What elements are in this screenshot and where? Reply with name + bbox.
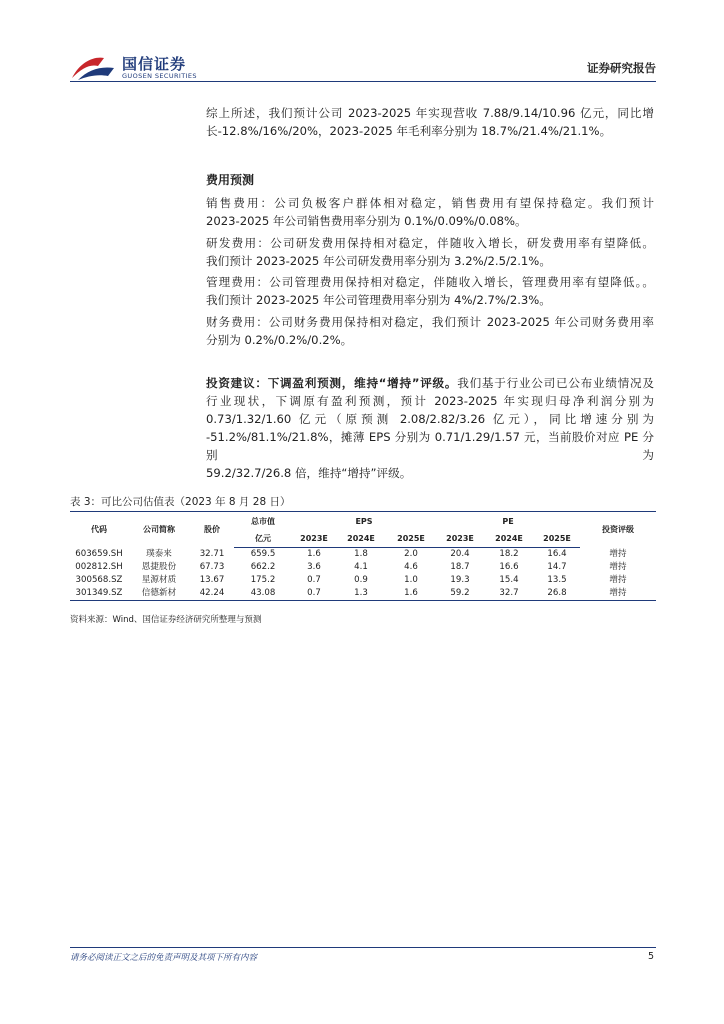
investment-line: 0.73/1.32/1.60 亿元（原预测 2.08/2.82/3.26 亿元），同比增速分别为: [206, 412, 654, 426]
cell-price: 42.24: [190, 587, 234, 601]
col-header-eps: EPS: [292, 512, 436, 531]
cell-rating: 增持: [609, 575, 627, 585]
investment-line: [206, 374, 654, 392]
cell-code: 603659.SH: [75, 548, 123, 559]
cell-eps: 3.6: [307, 562, 321, 572]
cell-eps: 0.7: [307, 575, 321, 585]
guosen-logo-icon: [70, 52, 116, 82]
cell-pe: 59.2: [436, 587, 484, 601]
admin-expense-line: 我们预计 2023-2025 年公司管理费用率分别为 4%/2.7%/2.3%。: [206, 293, 551, 307]
cell-price: 13.67: [199, 575, 225, 585]
table-row: [70, 548, 656, 562]
investment-line: 59.2/32.7/26.8 倍，维持“增持”评级。: [206, 466, 412, 480]
col-header-rating: 投资评级: [580, 512, 656, 548]
investment-advice-paragraph: [206, 374, 654, 482]
cell-price: 67.73: [199, 562, 225, 572]
cell-pe: 16.6: [499, 562, 519, 572]
cell-name: 信德新材: [128, 587, 190, 601]
cell-eps: 1.6: [307, 549, 321, 559]
sales-expense-line: 销售费用：公司负极客户群体相对稳定，销售费用有望保持稳定。我们预计: [206, 196, 654, 210]
report-type-label: 证券研究报告: [587, 61, 656, 75]
summary-line: 长-12.8%/16%/20%，2023-2025 年毛利率分别为 18.7%/21.4%/21.1%。: [206, 124, 612, 138]
footer-divider: [70, 947, 656, 948]
cell-eps: 4.1: [354, 562, 368, 572]
table-row: [70, 561, 656, 574]
expense-forecast-heading: 费用预测: [206, 173, 255, 187]
cell-mcap: 175.2: [250, 575, 276, 585]
brand-name-cn: 国信证券: [122, 55, 187, 73]
cell-pe: 20.4: [450, 549, 470, 559]
investment-line: 行业现状，下调原有盈利预测，预计 2023-2025 年实现归母净利润分别为: [206, 394, 654, 408]
revenue-summary-paragraph: [206, 104, 654, 140]
cell-mcap: 659.5: [250, 549, 276, 559]
col-header-year: 2023E: [436, 530, 484, 548]
cell-eps: 1.8: [354, 549, 368, 559]
cell-code: 300568.SZ: [75, 575, 123, 585]
cell-name: 恩捷股份: [141, 562, 177, 572]
rnd-expense-line: 我们预计 2023-2025 年公司研发费用率分别为 3.2%/2.5/2.1%。: [206, 254, 551, 268]
finance-expense-line: 分别为 0.2%/0.2%/0.2%。: [206, 333, 353, 347]
cell-eps: 1.6: [386, 587, 436, 601]
page-number: 5: [647, 951, 654, 962]
cell-eps: 0.7: [292, 587, 336, 601]
rnd-expense-paragraph: [206, 234, 654, 270]
cell-rating: 增持: [609, 562, 627, 572]
col-header-year: 2024E: [484, 530, 534, 548]
cell-mcap: 43.08: [234, 587, 292, 601]
admin-expense-paragraph: [206, 273, 654, 309]
investment-line: -51.2%/81.1%/21.8%，摊薄 EPS 分别为 0.71/1.29/1.57 元，当前股价对应 PE 分别为: [206, 430, 654, 462]
cell-name: 星源材质: [141, 575, 177, 585]
cell-eps: 0.9: [354, 575, 368, 585]
finance-expense-line: 财务费用：公司财务费用保持相对稳定，我们预计 2023-2025 年公司财务费用率: [206, 315, 654, 329]
summary-line: 综上所述，我们预计公司 2023-2025 年实现营收 7.88/9.14/10.96 亿元，同比增: [206, 106, 654, 120]
col-header-year: 2024E: [336, 530, 386, 548]
cell-pe: 32.7: [484, 587, 534, 601]
cell-rating: 增持: [609, 548, 627, 559]
cell-pe: 15.4: [499, 575, 519, 585]
cell-pe: 18.7: [450, 562, 470, 572]
brand-name-en: GUOSEN SECURITIES: [122, 72, 197, 80]
cell-pe: 13.5: [547, 575, 567, 585]
cell-rating: 增持: [580, 587, 656, 601]
sales-expense-line: 2023-2025 年公司销售费用率分别为 0.1%/0.09%/0.08%。: [206, 214, 527, 228]
col-header-year: 2025E: [534, 530, 580, 548]
cell-pe: 16.4: [547, 549, 567, 559]
cell-price: 32.71: [199, 548, 225, 559]
cell-pe: 26.8: [534, 587, 580, 601]
col-header-year: 2023E: [292, 530, 336, 548]
col-header-price: 股价: [190, 512, 234, 548]
col-header-mcap-unit: 亿元: [234, 530, 292, 548]
cell-eps: 2.0: [404, 549, 418, 559]
cell-eps: 1.0: [404, 575, 418, 585]
header-divider: [70, 81, 656, 82]
cell-pe: 18.2: [499, 549, 519, 559]
investment-line-rest: 我们基于行业公司已公布业绩情况及: [457, 376, 654, 390]
col-header-mcap: 总市值: [234, 512, 292, 531]
col-header-year: 2025E: [386, 530, 436, 548]
table-row: [70, 574, 656, 587]
sales-expense-paragraph: [206, 194, 654, 230]
cell-code: 002812.SH: [75, 562, 123, 572]
cell-code: 301349.SZ: [70, 587, 128, 601]
table-source-note: 资料来源：Wind、国信证券经济研究所整理与预测: [70, 615, 262, 625]
admin-expense-line: 管理费用：公司管理费用保持相对稳定，伴随收入增长，管理费用率有望降低。。: [206, 275, 654, 289]
table-title: 表 3：可比公司估值表（2023 年 8 月 28 日）: [70, 496, 291, 508]
cell-eps: 1.3: [336, 587, 386, 601]
cell-pe: 19.3: [450, 575, 470, 585]
comparable-valuation-table: [70, 511, 656, 601]
col-header-pe: PE: [436, 512, 580, 531]
cell-mcap: 662.2: [250, 562, 276, 572]
col-header-code: 代码: [70, 512, 128, 548]
rnd-expense-line: 研发费用：公司研发费用保持相对稳定，伴随收入增长，研发费用率有望降低。: [206, 236, 654, 250]
investment-advice-lead: 投资建议：下调盈利预测，维持“增持”评级。: [206, 376, 458, 390]
finance-expense-paragraph: [206, 313, 654, 349]
cell-name: 璞泰来: [146, 548, 172, 559]
cell-eps: 4.6: [404, 562, 418, 572]
footer-disclaimer: 请务必阅读正文之后的免责声明及其项下所有内容: [70, 953, 258, 963]
col-header-name: 公司简称: [128, 512, 190, 548]
table-row: [70, 587, 656, 601]
cell-pe: 14.7: [547, 562, 567, 572]
